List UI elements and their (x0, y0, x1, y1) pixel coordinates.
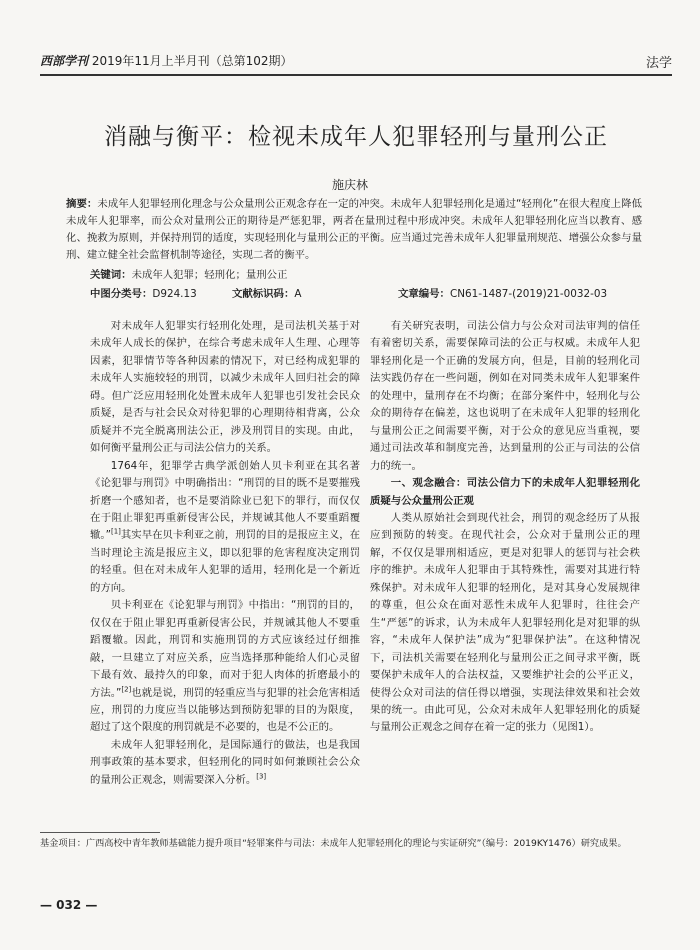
abstract-label: 摘要： (66, 198, 98, 210)
section-heading: 一、观念融合：司法公信力下的未成年人犯罪轻刑化质疑与公众量刑公正观 (370, 477, 640, 507)
paragraph: 人类从原始社会到现代社会，刑罚的观念经历了从报应到预防的转变。在现代社会，公众对于量刑公正的理解，不仅仅是罪刑相适应，更是对犯罪人的惩罚与社会秩序的维护。未成年人犯罪由于其特殊性，需要对其进行特殊保护。对未成年人犯罪的轻刑化，是对其身心发展规律的尊重，但公众在面对恶性未成年人犯罪时，往往会产生“严惩”的诉求，认为未成年人犯罪轻刑化是对犯罪的纵容，“未成年人保护法”成为“犯罪保护法”。在这种情况下，司法机关需要在轻刑化与量刑公正之间寻求平衡，既要保护未成年人的合法权益，又要维护社会的公平正义，使得公众对司法的信任得以增强，实现法律效果和社会效果的统一。由此可见，公众对未成年人犯罪轻刑化的质疑与量刑公正观念之间存在着一定的张力（见图1）。 (370, 511, 640, 734)
paragraph-text: 其实早在贝卡利亚之前，刑罚的目的是报应主义，在当时理论主流是报应主义，即以犯罪的危害程度决定刑罚的轻重。但在对未成年人犯罪的适用，轻刑化是一个新近的方向。 (90, 529, 361, 594)
body-column-left (90, 318, 360, 789)
abstract-text: 未成年人犯罪轻刑化理念与公众量刑公正观念存在一定的冲突。未成年人犯罪轻刑化是通过“轻刑化”在很大程度上降低未成年人犯罪率，而公众对量刑公正的期待是严惩犯罪，两者在量刑过程中形成冲突。未成年人犯罪轻刑化应当以教育、感化、挽救为原则，并保持刑罚的适度，实现轻刑化与量刑公正的平衡。应当通过完善未成年人犯罪量刑规范、增强公众参与量刑、建立健全社会监督机制等途径，实现二者的衡平。 (66, 198, 643, 261)
article-no-value: CN61-1487-(2019)21-0032-03 (449, 288, 608, 300)
page-number: — 032 — (40, 898, 98, 912)
paragraph-text: 贝卡利亚在《论犯罪与刑罚》中指出：“刑罚的目的，仅仅在于阻止罪犯再重新侵害公民，并规诫其他人不要重蹈覆辙。因此，刑罚和实施刑罚的方式应该经过仔细推敲，一旦建立了对应关系，应当选择那种能给人们心灵留下最有效、最持久的印象，而对于犯人肉体的折磨最小的方法。” (90, 599, 360, 699)
body-column-right (370, 318, 640, 737)
running-header (40, 50, 672, 76)
article-title: 消融与衡平：检视未成年人犯罪轻刑与量刑公正 (104, 124, 608, 150)
journal-name: 西部学刊 (40, 54, 89, 68)
paragraph (90, 737, 360, 789)
citation: [3] (256, 772, 267, 781)
paragraph-text: 1764年，犯罪学古典学派创始人贝卡利亚在其名著《论犯罪与刑罚》中明确指出：“刑罚的目的既不是要摧残折磨一个感知者，也不是要消除业已犯下的罪行，而仅仅在于阻止罪犯再重新侵害公民，并规诫其他人不要重蹈覆辙。” (90, 459, 360, 542)
paragraph (90, 597, 360, 737)
paragraph-text: 也就是说，刑罚的轻重应当与犯罪的社会危害相适应，刑罚的力度应当以能够达到预防犯罪的目的为限度，超过了这个限度的刑罚就是不必要的，也是不公正的。 (90, 686, 360, 734)
document-code (232, 285, 301, 300)
footnote: 基金项目：广西高校中青年教师基础能力提升项目“轻罪案件与司法：未成年人犯罪轻刑化的理论与实证研究”（编号：2019KY1476）研究成果。 (40, 838, 627, 849)
keywords-text: 未成年人犯罪；轻刑化；量刑公正 (131, 269, 288, 281)
citation: [2] (121, 685, 132, 694)
issue-info: 2019年11月上半月刊（总第102期） (91, 54, 293, 68)
paragraph: 有关研究表明，司法公信力与公众对司法审判的信任有着密切关系，需要保障司法的公正与权威。未成年人犯罪轻刑化是一个正确的发展方向，但是，目前的轻刑化司法实践仍存在一些问题，例如在对同类未成年人犯罪案件的处理中，量刑存在不均衡；在部分案件中，轻刑化与公众的期待存在偏差，这也说明了在未成年人犯罪的轻刑化与量刑公正之间需要平衡，对于公众的意见应当重视，要通过司法改革和制度完善，达到量刑的公正与司法的公信力的统一。 (370, 320, 640, 472)
journal-info (40, 52, 293, 69)
clc-value: D924.13 (152, 288, 197, 300)
keywords-label: 关键词： (90, 269, 132, 281)
section-label: 法学 (645, 56, 672, 71)
paragraph: 对未成年人犯罪实行轻刑化处理，是司法机关基于对未成年人成长的保护，在综合考虑未成年人生理、心理等因素，犯罪情节等各种因素的情况下，对已经构成犯罪的未成年人实施较轻的刑罚，以减少未成年人回归社会的障碍。但广泛应用轻刑化处置未成年人犯罪也引发社会民众质疑，是否与社会民众对待犯罪的心理期待相背离，公众质疑并不完全脱离刑法公正，涉及刑罚目的实现。由此，如何衡平量刑公正与司法公信力的关系。 (90, 320, 360, 455)
clc-number (90, 285, 197, 300)
keywords (90, 266, 287, 281)
citation: [1] (110, 527, 121, 536)
paragraph (90, 458, 360, 598)
doc-code-value: A (294, 288, 302, 300)
article-no-label: 文章编号： (398, 288, 450, 300)
article-number (398, 285, 607, 300)
doc-code-label: 文献标识码： (232, 288, 295, 300)
paragraph-text: 未成年人犯罪轻刑化，是国际通行的做法，也是我国刑事政策的基本要求，但轻刑化的同时如何兼顾社会公众的量刑公正观念，则需要深入分析。 (90, 738, 360, 786)
abstract (66, 196, 642, 264)
footnote-rule (40, 832, 160, 833)
article-author: 施庆林 (331, 178, 368, 192)
clc-label: 中图分类号： (90, 288, 153, 300)
